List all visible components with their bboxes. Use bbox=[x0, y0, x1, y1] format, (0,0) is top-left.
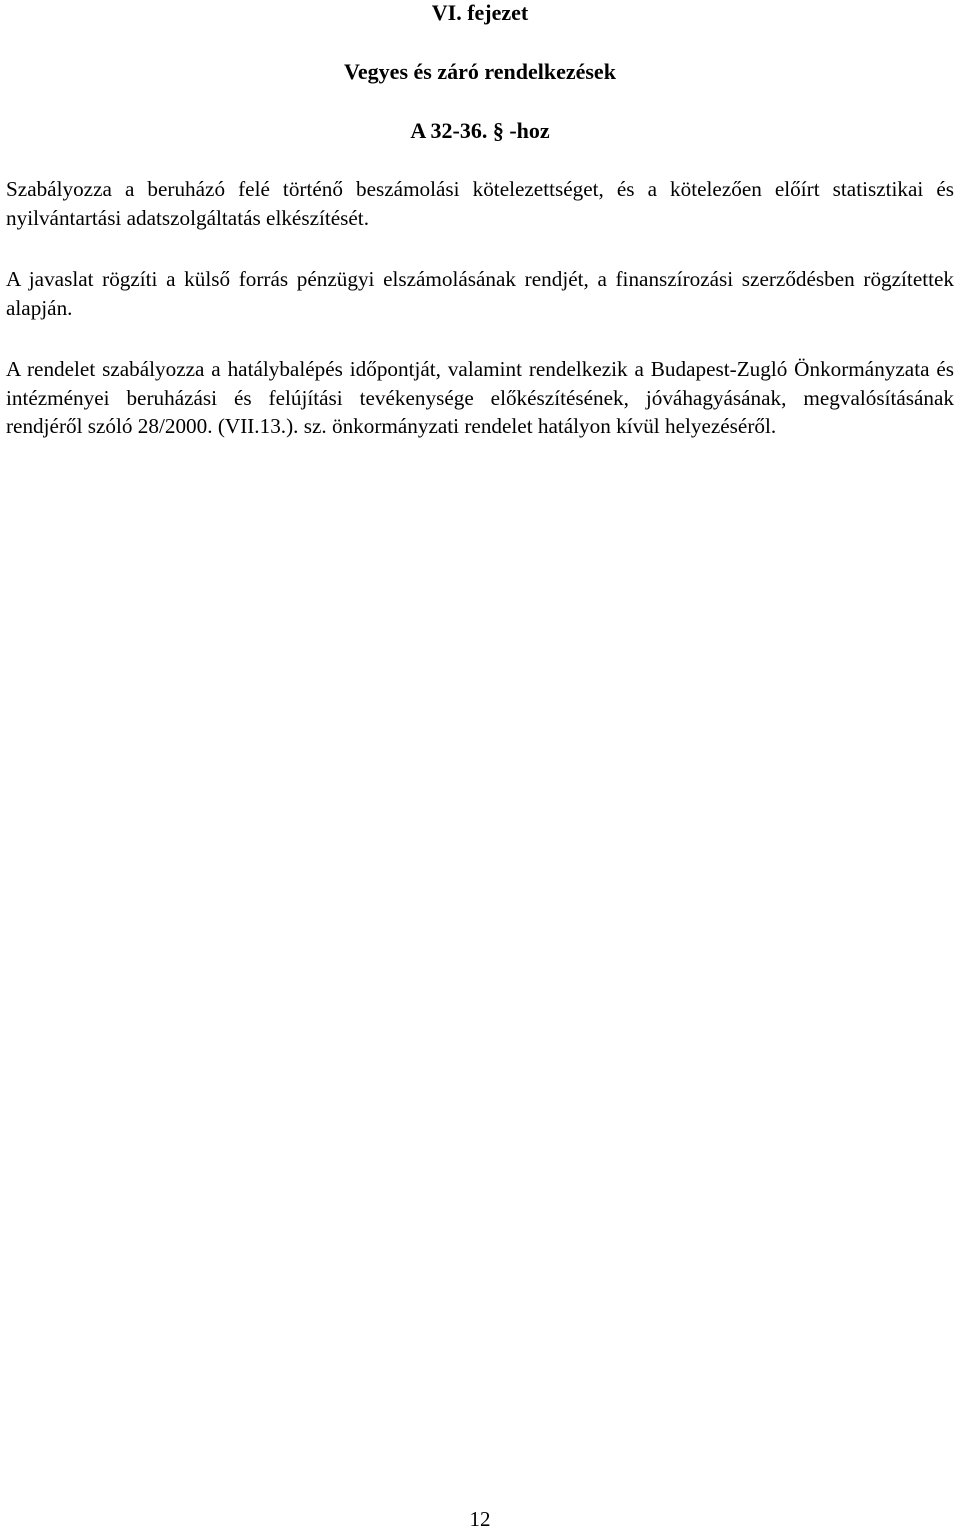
page-number: 12 bbox=[469, 1507, 491, 1531]
paragraph-financial-settlement: A javaslat rögzíti a külső forrás pénzügyi elszámolásának rendjét, a finanszírozási szerződésben rögzítettek alapján. bbox=[6, 267, 954, 320]
paragraph-entry-into-force: A rendelet szabályozza a hatálybalépés időpontját, valamint rendelkezik a Budapest-Zugló Önkormányzata és intézményei beruházási és felújítási tevékenysége előkészítésének, jóváhagyásának, megvalósításának rendjéről szóló 28/2000. (VII.13.). sz. önkormányzati rendelet hatályon kívül helyezéséről. bbox=[6, 357, 954, 438]
chapter-title: VI. fejezet bbox=[431, 0, 529, 25]
paragraph-reporting-obligation: Szabályozza a beruházó felé történő beszámolási kötelezettséget, és a kötelezően előírt statisztikai és nyilvántartási adatszolgáltatás elkészítését. bbox=[6, 177, 954, 230]
section-reference: A 32-36. § -hoz bbox=[410, 118, 550, 143]
document-page bbox=[6, 0, 954, 441]
section-title: Vegyes és záró rendelkezések bbox=[344, 59, 616, 84]
